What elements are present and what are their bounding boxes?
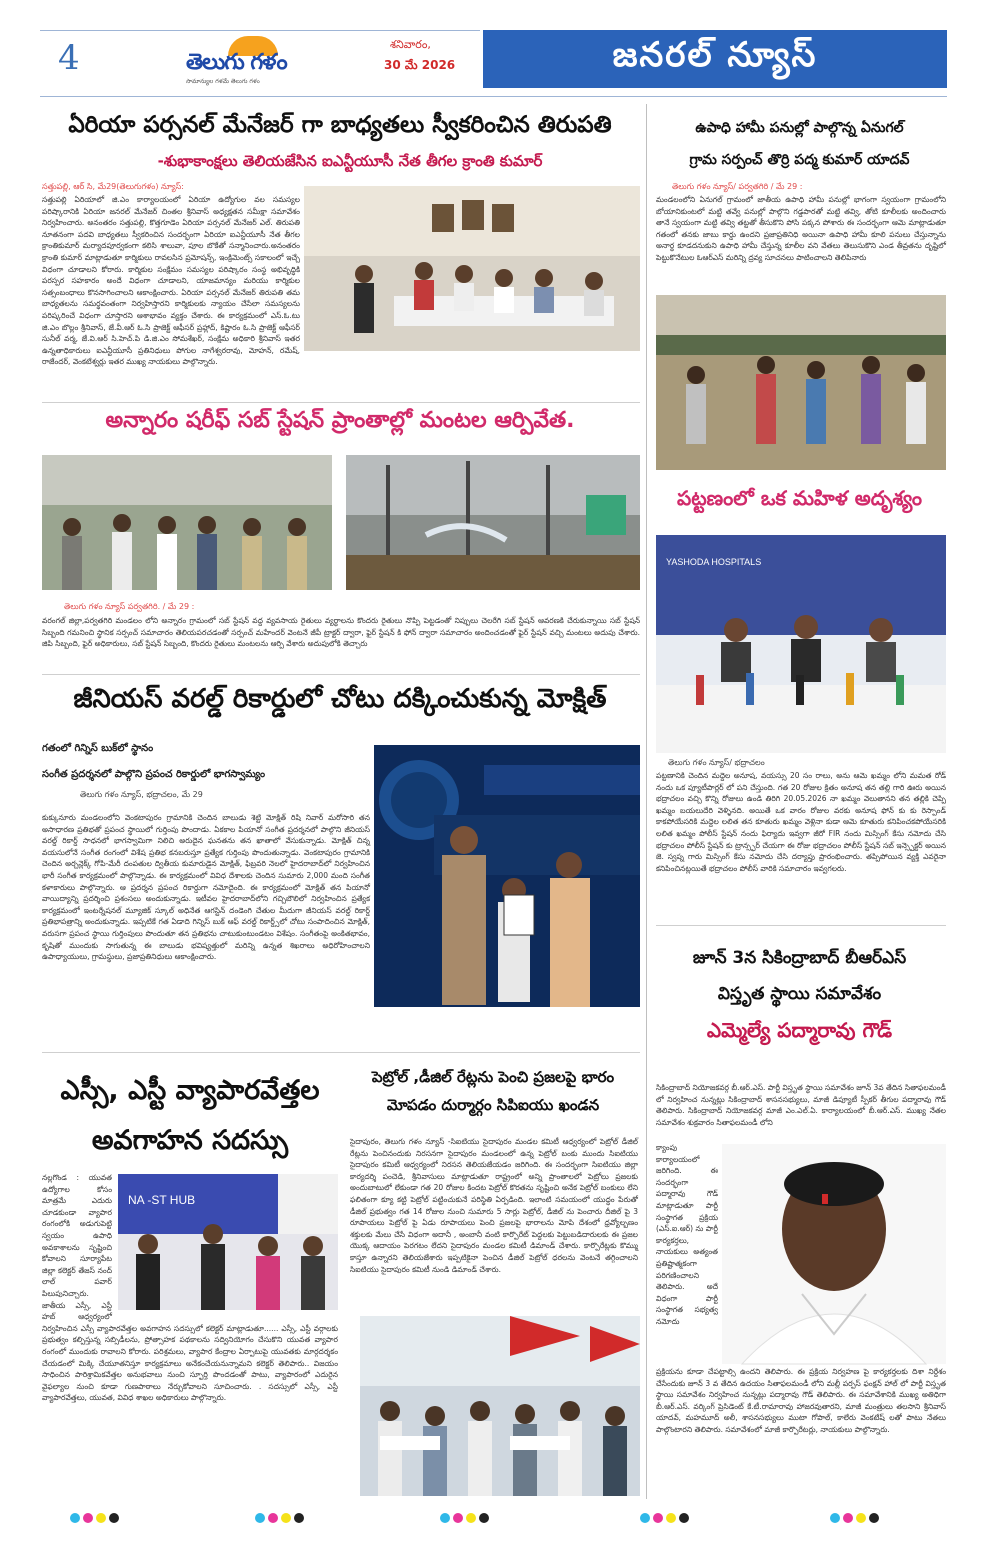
article3-body: కుక్కునూరు మండలంలోని వెంకటాపురం గ్రామానికి చెందిన బాలుడు శెట్టి మోక్షిత్ రిషి నివార్ మరోసారి తన అసాధారణ ప్రతిభతో ప్రపంచ స్థాయిలో గుర్తింపు పొందాడు. ఏకకాల పియానో సంగీత ప్రదర్శనలో పాల్గొని జీనియస్ వరల్డ్ రికార్డ్ సాధనలో భాగస్వామిగా నిలిచి అరుదైన ఘనతను తన ఖాతాలో వేసుకున్నాడు. మోక్షిత్ చిన్న వయసులోనే సంగీత రంగంలో విశేష ప్రతిభ కనబరుస్తూ ప్రత్యేక గుర్తింపు పొందుతున్నాడు. వెంకటాపురం గ్రామానికి చెందిన అర్చన్లెక్క్ గోపి-మేరీ దంపతుల ద్వితీయ కుమారుడైన మోక్షిత్, ఫిబ్రవరి నెలలో హైదరాబాద్‌లో నిర్వహించిన భారీ సంగీత కార్యక్రమంలో పాల్గొన్నాడు. ఈ కార్యక్రమంలో వివిధ దేశాలకు చెందిన సుమారు 2,000 మంది సంగీత కళాకారులు పాల్గొన్నారు. ఆ ప్రదర్శన ప్రపంచ రికార్డుగా నమోదైంది. ఈ కార్యక్రమంలో మోక్షిత్ తన పియానో వాయిద్యాన్ని ప్రదర్శించి ప్రశంసలు అందుకున్నాడు. ఇటీవల హైదరాబాద్‌లోని గచ్చిబౌలిలో నిర్వహించిన ప్రత్యేక కార్యక్రమంలో ఇంటర్నేషనల్ మ్యూజిక్ స్కూల్ అధినేత ఆగస్టిన్ దండెంగి చేతుల మీదుగా జీనియస్ వరల్డ్ రికార్డ్ ప్రతిభాపత్రాన్ని అందుకున్నాడు. ఇప్పటికే గత ఏడాది గిన్నిస్ బుక్ ఆఫ్ వరల్డ్ రికార్డ్స్‌లో చోటు సంపాదించిన మోక్షిత్, వరుసగా ప్రపంచ స్థాయి గుర్తింపులు పొందుతూ తన ప్రతిభను చాటుకుంటుండటం విశేషం. సంగీతంపై అంకితభావం, కృషితో ముందుకు సాగుతున్న ఈ బాలుడు భవిష్యత్తులో మరిన్ని ఉన్నత శిఖరాలు అధిరోహించాలని ఉపాధ్యాయులు, గ్రామస్థులు, ప్రజాప్రతినిధులు ఆకాంక్షించారు. <box>42 813 370 962</box>
newspaper-logo <box>180 30 330 90</box>
article3-subheadline: సంగీత ప్రదర్శనలో పాల్గొని ప్రపంచ రికార్డులో భాగస్వామ్యం <box>42 769 266 780</box>
section-title: జనరల్ న్యూస్ <box>483 30 947 88</box>
cyan-dot <box>640 1513 650 1523</box>
article8-body-bottom: ప్రక్రియను కూడా చేపట్టాల్సి ఉందని తెలిపారు. ఈ ప్రక్రియ నిర్వహణ పై కార్యకర్తలకు దిశా నిర్దేశం చేసేందుకు జూన్ 3 వ తేదిన ఉదయం సితాఫలమండీ లోని మల్లీ పర్పస్ ఫంక్షన్ హాల్ లో పార్టీ విస్తృత స్థాయి సమావేశం నిర్వహించ నున్నట్లు పద్మారావు గౌడ్ తెలిపారు. ఈ సమావేశానికి ముఖ్య అతిధిగా బీ.ఆర్.ఎస్. వర్కింగ్ ప్రెసిడెంట్ కే.టీ.రామారావు హాజరవుతారని, మాజీ మంత్రులు తలసాని శ్రీనివాస్ యాదవ్, మహమూద్ అలీ, శాసనసభ్యులు ముటా గోపాల్, కాలేరు వెంకటేష్ లతో పాటు నేతలు పాల్గొంటారని తెలిపారు. సమావేశంలో మాజీ కార్పొరేటర్లు, నాయకులు పాల్గొన్నారు. <box>656 1367 946 1434</box>
article2-body: వరంగల్ జిల్లా,పర్వతగిరి మండలం లోని అన్నారం గ్రామంలో సబ్ స్టేషన్ వద్ద వ్యవసాయ రైతులు వ్యర్థాలను కొందరు రైతులు నొప్పి పెట్టడంతో నిప్పులు చెలరేగి సబ్ స్టేషన్ ఆవరణకి చేరుకున్నాయి సబ్ స్టేషన్ సిబ్బంది గమనించి స్థానిక సర్పంచ్ సమాచారం తెలియపరచడంతో సర్పంచ్ మహేందర్ వెంటనే జీపీ ట్రాక్టర్ ద్వారా, ఫైర్ స్టేషన్ కి ఫోన్ ద్వారా సమాచారం అందించడంతో ఫైర్ స్టేషన్ వచ్చి మంటలు అదుపు చేశారు. జిపి సిబ్బంది, ఫైర్ అధికారులు, సబ్ స్టేషన్ సిబ్బంది, కొందరు రైతులు మంటలను ఆర్పి వేశారు అదుపులోకి తెచ్చారు <box>42 616 640 649</box>
magenta-dot <box>83 1513 93 1523</box>
color-registration-marks <box>440 1513 489 1523</box>
article6-dateline: తెలుగు గళం న్యూస్/ పర్వతగిరి / మే 29 : <box>672 182 803 191</box>
article4-body <box>42 1172 338 1496</box>
article6-photo <box>656 295 946 470</box>
article3-dateline: తెలుగు గళం న్యూస్, భద్రాచలం, మే 29 <box>80 790 203 799</box>
article4-photo <box>118 1174 338 1310</box>
article1-photo <box>304 186 640 351</box>
article8-subheadline: ఎమ్మెల్యే పద్మారావు గౌడ్ <box>706 1018 893 1042</box>
logo-text: తెలుగు గళం <box>186 50 287 75</box>
yellow-dot <box>281 1513 291 1523</box>
yellow-dot <box>856 1513 866 1523</box>
magenta-dot <box>843 1513 853 1523</box>
article8-body-top: సికింద్రాబాద్ నియోజకవర్గ బీ.ఆర్.ఎస్. పార్టీ విస్తృత స్థాయి సమావేశం జూన్ 3వ తేదిన సితాఫలమండీ లో నిర్వహించ నున్నట్లు సికింద్రాబాద్ శాసనసభ్యులు, మాజీ డిప్యూటీ స్పీకర్ తీగుల పద్మారావు గౌడ్ తెలిపారు. సికింద్రాబాద్ నియోజకవర్గ మాజీ ఎం.ఎల్.ఏ. కార్యాలయంలో బీ.ఆర్.ఎస్. ముఖ్య నేతల సమావేశం శుక్రవారం సితాఫలమండీ లోని <box>656 1083 946 1127</box>
article-divider <box>42 1052 640 1053</box>
color-registration-marks <box>830 1513 879 1523</box>
article4-photo-banner: NA -ST HUB <box>128 1193 196 1207</box>
article2-photo-left <box>42 455 332 590</box>
black-dot <box>479 1513 489 1523</box>
header-rule <box>40 96 947 97</box>
article2-photo-right <box>346 455 640 590</box>
article4-headline-line2: అవగాహన సదస్సు <box>91 1125 289 1156</box>
yellow-dot <box>466 1513 476 1523</box>
article5-headline-line2: మోపడం దుర్మార్గం సిపిఐయు ఖండన <box>386 1096 600 1114</box>
cyan-dot <box>255 1513 265 1523</box>
cyan-dot <box>830 1513 840 1523</box>
article7-body: పట్టణానికి చెందిన మద్దెల అనూష, వయస్సు 20 సం రాలు, అను ఆమె ఖమ్మం లోని మమత రోడ్ నందు ఒక ప్యూటీపార్లర్ లో పని చేస్తుంది. గత 20 రోజుల క్రితం అనూష తన తల్లి గారి ఊరు అయిన భద్రాచలం వచ్చి కొన్ని రోజులు ఉండి తిరిగి 20.05.2026 నా ఖమ్మం వెలుతానని తన తల్లికి చెప్పి ఖమ్మం బయలుదేరి వెళ్ళినది. అయితే ఒక వారం రోజుల వరకు అనూష ఫోన్ కు కు రెస్పాండ్ కాకపోయేసరికి మద్దెల లలిత తన కూతురు ఖమ్మం వెళ్లినా కుడా ఆమె కూతురు కనిపించకపోయేసరికి లలిత ఖమ్మం పోలీస్ స్టేషన్ నందు ఫిర్యాదు ఇవ్వగా జీరో FIR నందు మిస్సింగ్ కేసు నమోదు చేసి భద్రాచలం పోలీస్ స్టేషన్ కు ట్రాన్స్ఫర్ చేయగా ఈ రోజు భద్రాచలం పోలీస్ స్టేషన్ సబ్ ఇన్స్పెక్టర్ అయిన జె. స్వప్న గారు మిస్సింగ్ కేసు నమోదు చేసి దర్యాప్తు ప్రారంభించారు. తప్పిపోయిన వ్యక్తి ఎవరైనా కనిపించినట్లయితే భద్రాచలం పోలీస్ వారికి సమాచారం ఇవ్వగలరు. <box>656 771 946 873</box>
article1-headline: ఏరియా పర్సనల్ మేనేజర్ గా బాధ్యతలు స్వీకరించిన తిరుపతి <box>68 112 612 138</box>
page-number: 4 <box>58 38 80 78</box>
article4-body-text: నల్లగొండ : యువత ఉద్యోగాల కోసం మాత్రమే ఎదురు చూడకుండా వ్యాపార రంగంలోకి అడుగుపెట్టి స్వయం ఉపాధి అవకాశాలను సృష్టించి కోవాలని సూర్యాపేట జిల్లా కలెక్టర్ తేజస్ నంద్ లాల్ పవార్ పిలుపునిచ్చారు. జాతీయ ఎస్సీ, ఎస్టీ హబ్ ఆధ్వర్యంలో నిర్వహించిన ఎస్సీ వ్యాపారవేత్తల అవగాహన సదస్సులో కలెక్టర్ మాట్లాడుతూ...... ఎస్సీ, ఎస్టీ వర్గాలకు ప్రభుత్వం కల్పిస్తున్న సబ్సిడీలను, ప్రోత్సాహక పథకాలను సద్వినియోగం చేసుకొని యువత వ్యాపార రంగంలో ముందుకు రావాలని కోరారు. పరిశ్రమలు, వ్యాపార కేంద్రాల ఏర్పాటుపై యువతకు మార్గదర్శకం చేయడంలో మిక్కి చేయూతనిస్తూ కార్యక్రమాలు అనేకంచేయనున్నామని కలెక్టర్ తెలిపారు.. విజయం సాధించిన పారిశ్రామికవేత్తల అనుభవాలు నుంచి స్ఫూర్తి పొందడంతో పాటు, వ్యాపారంలో ఎదురైన వైఫల్యాల నుంచి కూడా గుణపాఠాలు నేర్చుకోవాలని సూచించారు. . సదస్సులో ఎస్సీ, ఎస్టీ వ్యాపారవేత్తలు, యువత, వివిధ శాఖల అధికారులు పాల్గొన్నారు. <box>42 1173 338 1403</box>
article8-body-side: క్యాంపు కార్యాలయంలో జరిగింది. ఈ సందర్భంగా పద్మారావు గౌడ్ మాట్లాడుతూ పార్టీ సంస్థాగత ప్రక్రియ (ఎస్.ఐ.ఆర్) ను పార్టీ కార్యకర్తలు, నాయకులు అత్యంత ప్రతిష్టాత్మకంగా పరిగణించాలని తెలిపారు. అదే విధంగా పార్టీ సంస్థాగత సభ్యత్వ నమోదు <box>656 1143 718 1326</box>
article6-headline-line2: గ్రామ సర్పంచ్ తొర్రి పద్మ కుమార్ యాదవ్ <box>689 152 910 168</box>
article8-headline-line1: జూన్ 3న సికింద్రాబాద్ బీఆర్ఎస్ <box>692 948 907 968</box>
color-registration-marks <box>70 1513 119 1523</box>
cyan-dot <box>70 1513 80 1523</box>
black-dot <box>109 1513 119 1523</box>
article8-photo <box>722 1144 946 1364</box>
article5-headline-line1: పెట్రోల్ ,డీజిల్ రేట్లను పెంచి ప్రజలపై భారం <box>371 1068 615 1086</box>
yellow-dot <box>96 1513 106 1523</box>
article8-headline-line2: విస్తృత స్థాయి సమావేశం <box>717 984 882 1004</box>
article3-headline: జీనియస్ వరల్డ్ రికార్డులో చోటు దక్కించుకున్న మోక్షిత్ <box>73 684 607 714</box>
article6-headline-line1: ఉపాధి హామీ పనుల్లో పాల్గొన్న ఏనుగల్ <box>695 120 904 136</box>
black-dot <box>869 1513 879 1523</box>
article2-headline: అన్నారం షరీఫ్ సబ్ స్టేషన్ ప్రాంతాల్లో మంటల ఆర్పివేత. <box>105 408 575 433</box>
article1-body: సత్తుపల్లి ఏరియాలో జి.ఎం కార్యాలయంలో ఏరియా ఉద్యోగుల వల సమస్యల పరిష్కారానికి ఏరియా జనరల్ మేనేజర్ చింతల శ్రీనివాస్ అధ్యక్షతన సమీక్షా సమావేశం నిర్వహించారు. అనంతరం సత్తుపల్లి, కొత్తగూడెం ఏరియా పర్సనల్ మేనేజర్ ఎల్. తిరుపతి నూతనంగా పదవి బాధ్యతలు స్వీకరించిన సందర్భంగా ఏరియా ఐఎన్టీయూసీ నేత తీగల క్రాంతికుమార్ మర్యాదపూర్వకంగా కలిసి శాలువా, పూల బొకేతో సన్మానించారు.అనంతరం క్రాంతి కుమార్ మాట్లాడుతూ కార్మికులు రావలసిన ప్రమోషన్స్, ఇంక్రిమెంట్స్ సకాలంలో ఇచ్చే విధంగా చూడాలని కోరారు. కార్మికుల సంక్షేమం సమస్యల పరిష్కారం సంస్థ అభివృద్ధికి పరస్పర సహకారం అందే విధంగా చూడాలని, యాజమాన్యం మరియు కార్మికుల సత్సంబంధాలు కొనసాగించాలని ఆకాంక్షించారు. ఏరియా పర్సనల్ మేనేజర్ తిరుపతి తమ బాధ్యతలను సమర్థవంతంగా నిర్వహిస్తారని కార్మికులకు న్యాయం చేసేలా సమస్యలను పరిష్కరించే విధంగా చూస్తారని ఆశాభావం వ్యక్తం చేశారు. ఈ కార్యక్రమంలో ఎస్.ఓ.టు జి.ఎం బొల్లం శ్రీనివాస్, జే.వీ.ఆర్ ఓ.సి ప్రాజెక్ట్ ఆఫీసర్ ప్రహ్లాద్, కిష్టారం ఓ.సి ప్రాజెక్ట్ ఆఫీసర్ సునీల్ వర్మ, జే.వి.ఆర్ సి.హెచ్.పి డి.జి.ఎం సోమశేఖర్, సంక్షేమ అధికారి శ్రీనివాస్ ఇతర ఉన్నతాధికారులు ఐఎన్టీయూసీ ప్రతినిధులు పోగుల నాగేశ్వరరావు, మోహన్, రమేష్, రాజేందర్, వెంకటేశ్వర్లు ఇతర ముఖ్య నాయకులు పాల్గొన్నారు. <box>42 195 300 367</box>
article-divider <box>42 674 640 675</box>
issue-day: శనివారం, <box>390 38 431 51</box>
article7-dateline: తెలుగు గళం న్యూస్/ భద్రాచలం <box>668 758 765 767</box>
article4-headline-line1: ఎస్సీ, ఎస్టీ వ్యాపారవేత్తల <box>60 1075 320 1106</box>
color-registration-marks <box>640 1513 689 1523</box>
yellow-dot <box>666 1513 676 1523</box>
article-divider <box>42 402 640 403</box>
logo-tagline: సామాన్యుల గళమే తెలుగు గళం <box>186 78 260 85</box>
article1-dateline: సత్తుపల్లి, ఆర్ సి, మే29(తెలుగుగళం) న్యూస్: <box>42 182 184 191</box>
cyan-dot <box>440 1513 450 1523</box>
magenta-dot <box>268 1513 278 1523</box>
magenta-dot <box>653 1513 663 1523</box>
article5-body: సైదాపురం, తెలుగు గళం న్యూస్ -సిఐటియు సైదాపురం మండల కమిటీ ఆధ్వర్యంలో పెట్రోల్ డీజిల్ రేట్లను పెంచినందుకు నిరసనగా సైదాపురం మండలంలో ఉన్న పెట్రోల్ బంకు ముందు సిఐటియు సైదాపురం కమిటీ ఆధ్వర్యంలో నిరసన తెలియజేయడం జరిగింది. ఈ సందర్భంగా సిఐటియు జిల్లా కార్యదర్శి పంచెడి, శ్రీనివాసులు మాట్లాడుతూ రాష్ట్రంలో అన్ని ప్రాంతాలలో పెట్రోలు ప్రజలకు అందుబాటులో లేకుండా గత 20 రోజుల కిందట పెట్రోల్ కొరతను సృష్టించి అనేక పెట్రోల్ బంకులు లేని ఫలితంగా క్యూ కట్టి పెట్రోల్ పట్టించుకునే పరిస్థితి ఏర్పడింది. ఇలాంటి సమయంలో యుద్ధం పేరుతో డీజిల్ ప్రభుత్వం గత 14 రోజుల నుంచి సుమారు 5 సార్లు పెట్రోల్, డీజిల్ ను పెంచారు దీజిల్ పై 3 రూపాయలు పెట్రోల్ పై ఏడు రూపాయలు పెంచి ప్రజలపై భారాలను మోపి దేశంలో ధ్రవ్యోల్బణం శక్తులకు మేలు చేసే విధంగా అదానీ , అంబానీ వంటి కార్పొరేట్ పెద్దలకు పెట్టుబడిదారులకు ఈ ప్రజల యొక్క ఆదాయం పెరగటం లేదని సైదాపురం మండల కమిటీ డిమాండ్ చేశారు. కార్పొరేట్లకు కొమ్ము కాస్తూ ఉన్నారని తెలియజేశారు ఇప్పటికైనా పెంచిన డీజిల్ పెట్రోల్ ధరలను వెంటనే తగ్గించాలని సిఐటియు సైదాపురం కమిటీ నుండి డిమాండ్ చేశారు. <box>350 1137 638 1274</box>
article7-banner-label: YASHODA HOSPITALS <box>666 557 762 567</box>
article2-dateline: తెలుగు గళం న్యూస్ పర్వతగిరి. / మే 29 : <box>64 602 195 611</box>
magenta-dot <box>453 1513 463 1523</box>
article3-kicker: గతంలో గిన్నిస్ బుక్‌లో స్థానం <box>42 743 154 754</box>
color-registration-marks <box>255 1513 304 1523</box>
article3-photo <box>374 745 640 1007</box>
article5-photo <box>360 1316 640 1496</box>
article1-subheadline: -శుభాకాంక్షలు తెలియజేసిన ఐఎన్టీయూసీ నేత తీగల క్రాంతి కుమార్ <box>157 152 543 170</box>
black-dot <box>679 1513 689 1523</box>
black-dot <box>294 1513 304 1523</box>
issue-date: 30 మే 2026 <box>384 58 456 72</box>
article6-body: మండలంలోని ఏనుగల్ గ్రామంలో జాతీయ ఉపాధి హామీ పనుల్లో భాగంగా స్వయంగా గ్రామంలోని బోయానికుంటలో మట్టి తవ్వే పనుల్లో పాల్గొని గడ్డపారతో మట్టి తవ్వి, తోటి కూలీలకు అందించారు తానే స్వయంగా మట్టి తవ్వి తట్టతో తీసుకొని పోసి పక్కన పోశారు ఈ సందర్భంగా ఆమె మాట్లాడుతూ గతంలో తనకు జాబు కార్డు ఉందని ప్రజాప్రతినిధి అయినా ఉపాధి హామీ కూలి పనులు చేస్తున్నాను అనార్థ కూడదనుకుని ఉపాధి హామీ చేస్తున్న కూలీల వని వేతలు తెలుసుకొని ఎండ తీవ్రతను దృష్టిలో పెట్టుకొనేటుల ఓఆర్ఎస్ మరిన్ని ద్రవ్య సూచనలు పాటించాలని తెలిపినారు <box>656 195 946 262</box>
article7-headline: పట్టణంలో ఒక మహిళ అదృశ్యం <box>676 486 923 510</box>
article-divider <box>656 925 946 926</box>
column-divider <box>646 104 647 1499</box>
article7-photo <box>656 535 946 753</box>
